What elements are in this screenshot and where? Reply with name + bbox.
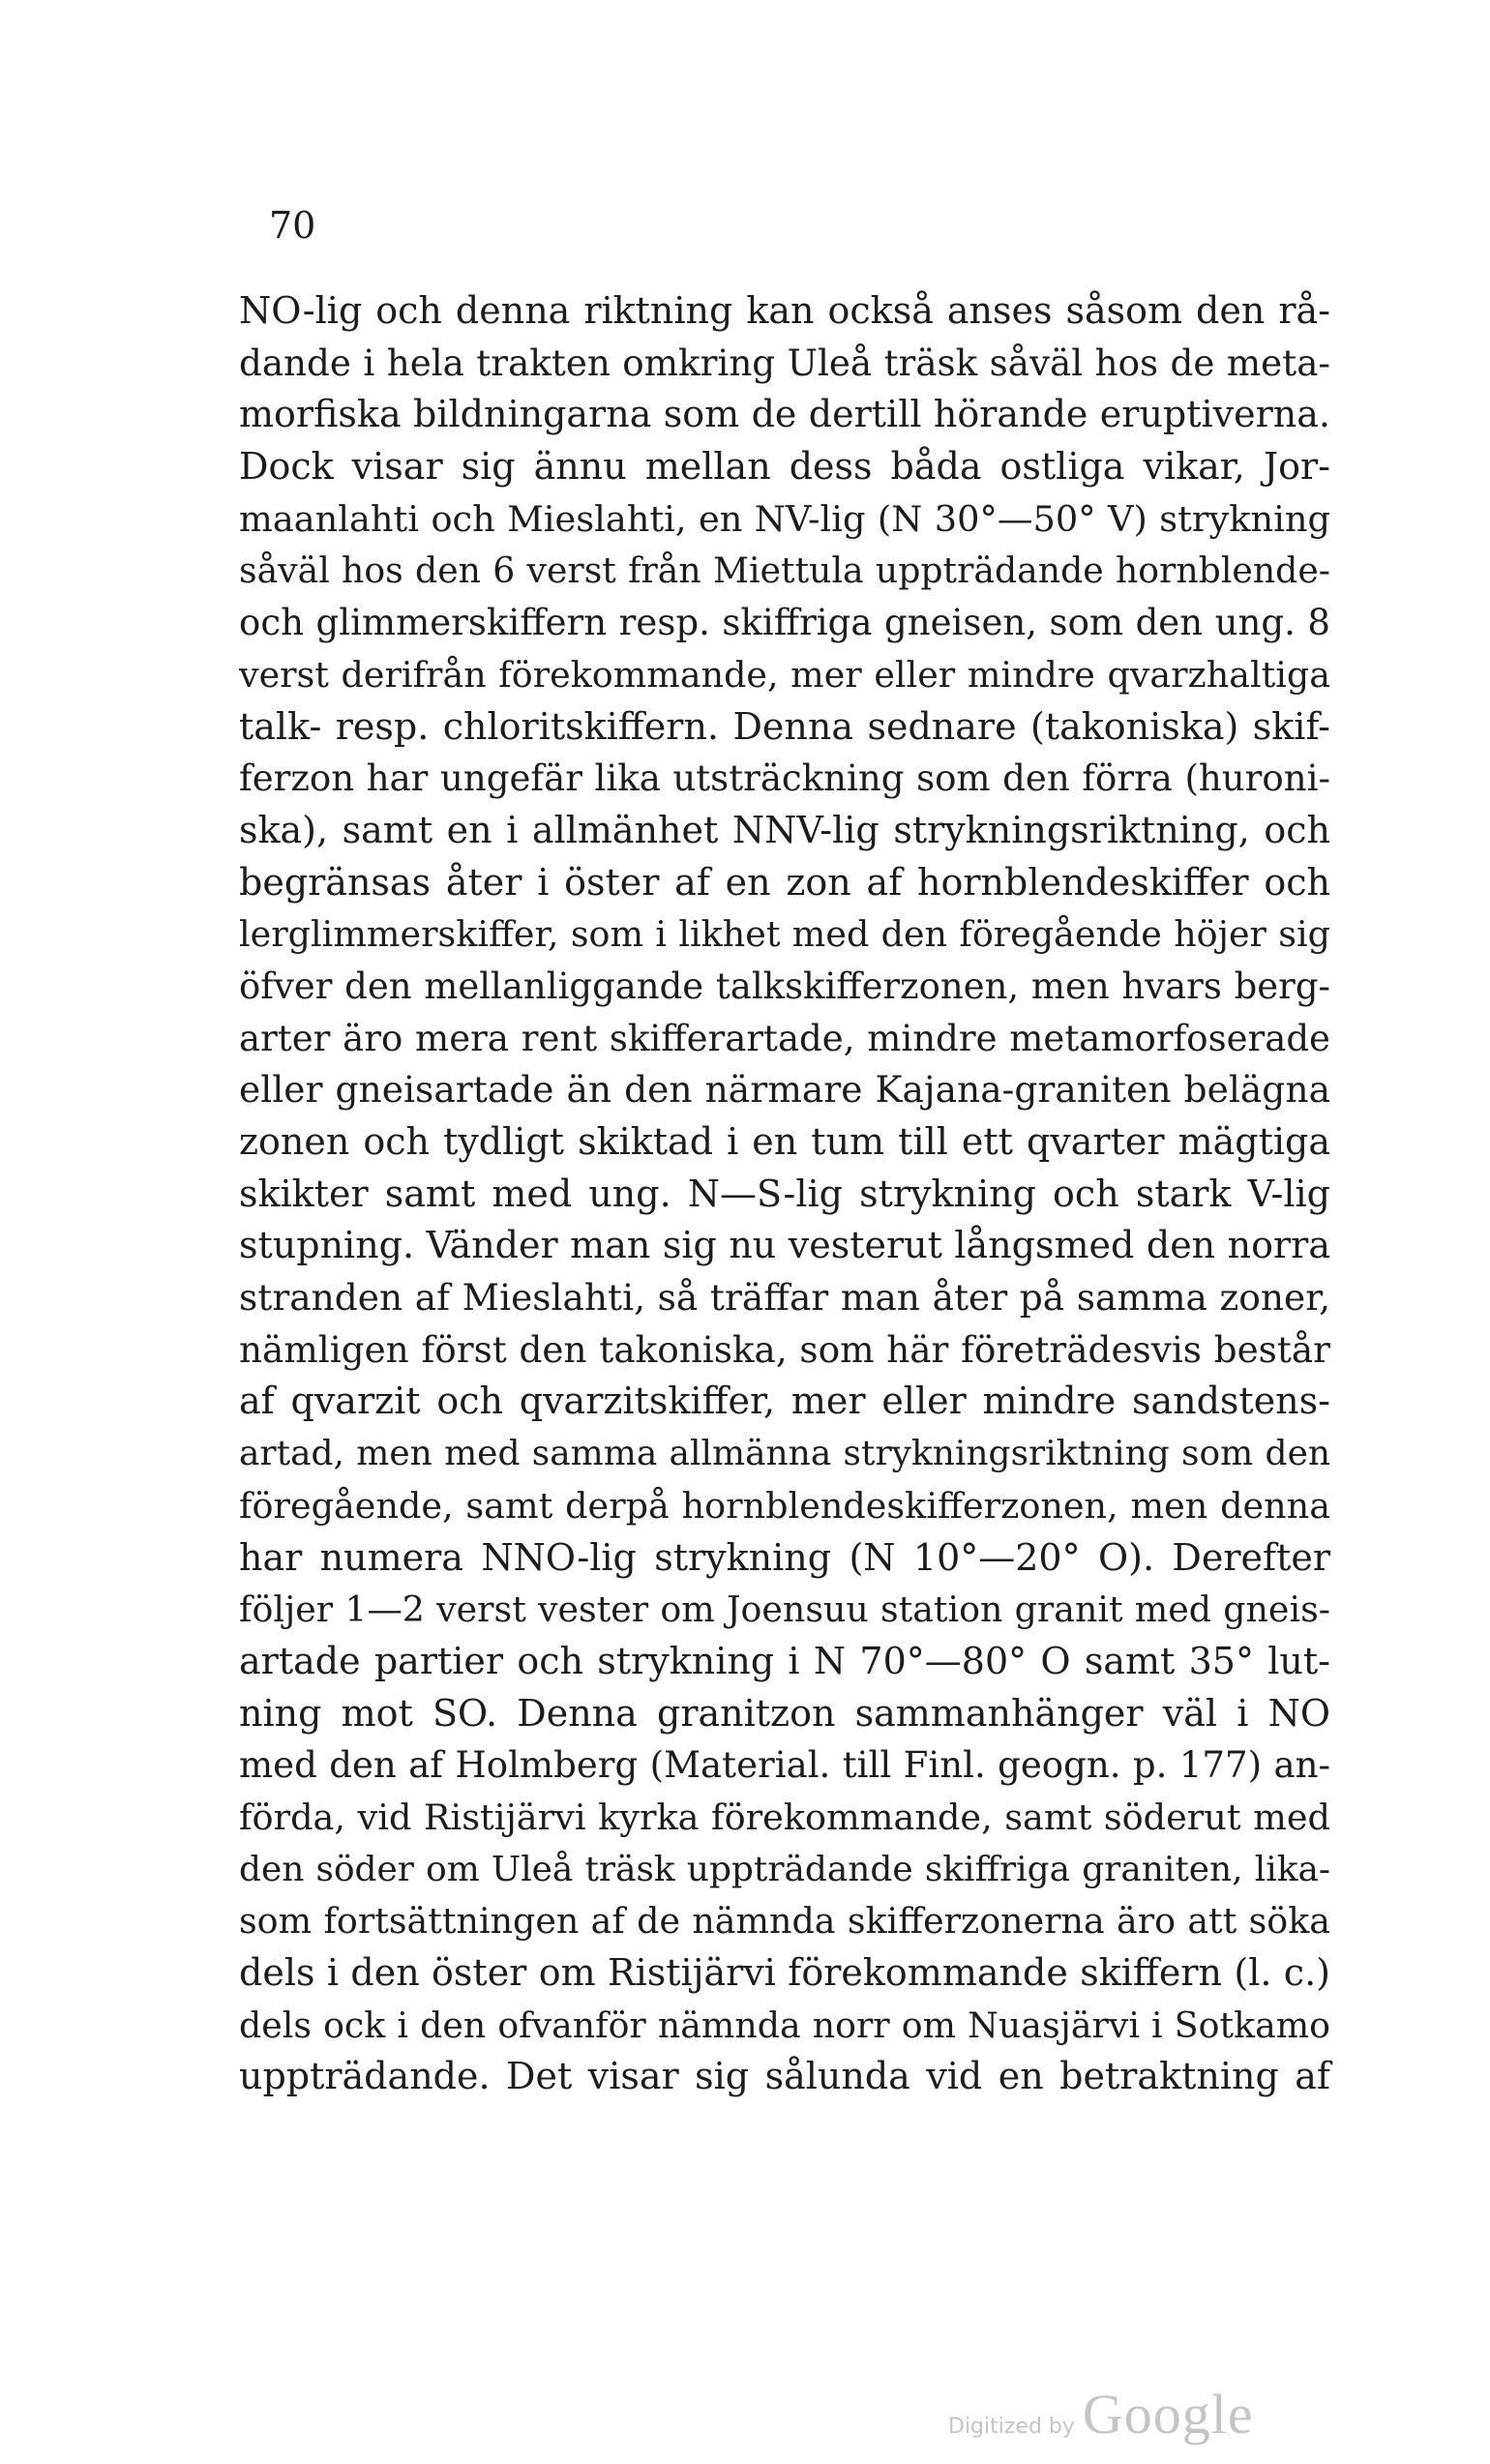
text-line: ning mot SO. Denna granitzon sammanhänger väl i NO	[239, 1691, 1330, 1735]
text-line: verst derifrån förekommande, mer eller mindre qvarzhaltiga	[239, 653, 1330, 696]
page-number: 70	[269, 204, 316, 247]
text-line: morfiska bildningarna som de dertill hörande eruptiverna.	[239, 393, 1330, 436]
body-text	[239, 285, 1330, 2103]
text-line: uppträdande. Det visar sig sålunda vid en betraktning af	[239, 2055, 1330, 2098]
text-line: dande i hela trakten omkring Uleå träsk såväl hos de meta-	[239, 341, 1330, 384]
text-line: stranden af Mieslahti, så träffar man åter på samma zoner,	[239, 1276, 1330, 1320]
text-line: följer 1—2 verst vester om Joensuu station granit med gneis-	[239, 1588, 1330, 1631]
text-line: artad, men med samma allmänna strykningsriktning som den	[239, 1434, 1330, 1474]
text-line: nämligen först den takoniska, som här företrädesvis består	[239, 1327, 1330, 1371]
text-line: artade partier och strykning i N 70°—80° O samt 35° lut-	[239, 1639, 1330, 1682]
text-line: och glimmerskiffern resp. skiffriga gneisen, som den ung. 8	[239, 602, 1330, 644]
text-line: Dock visar sig ännu mellan dess båda ostliga vikar, Jor-	[239, 445, 1330, 489]
text-line: som fortsättningen af de nämnda skifferzonerna äro att söka	[239, 1900, 1330, 1943]
text-line: dels i den öster om Ristijärvi förekommande skiffern (l. c.)	[239, 1951, 1330, 1994]
text-line: förda, vid Ristijärvi kyrka förekommande, samt söderut med	[239, 1796, 1330, 1838]
text-line: af qvarzit och qvarzitskiffer, mer eller mindre sandstens-	[239, 1380, 1330, 1423]
text-line: maanlahti och Mieslahti, en NV-lig (N 30°—50° V) strykning	[239, 497, 1330, 540]
text-line: stupning. Vänder man sig nu vesterut långsmed den norra	[239, 1224, 1330, 1267]
text-line: föregående, samt derpå hornblendeskifferzonen, men denna	[239, 1484, 1330, 1527]
text-line: lerglimmerskiffer, som i likhet med den föregående höjer sig	[239, 913, 1330, 956]
text-line: dels ock i den ofvanför nämnda norr om Nuasjärvi i Sotkamo	[239, 2004, 1330, 2046]
text-line: såväl hos den 6 verst från Miettula uppträdande hornblende-	[239, 549, 1330, 592]
text-line: har numera NNO-lig strykning (N 10°—20° O). Derefter	[239, 1535, 1330, 1579]
text-line: begränsas åter i öster af en zon af hornblendeskiffer och	[239, 860, 1330, 904]
google-logo: Google	[1082, 2383, 1254, 2446]
text-line: ferzon har ungefär lika utsträckning som den förra (huroni-	[239, 757, 1330, 800]
digitized-watermark	[948, 2382, 1254, 2447]
text-line: med den af Holmberg (Material. till Finl. geogn. p. 177) an-	[239, 1744, 1330, 1787]
watermark-prefix: Digitized by	[948, 2415, 1075, 2439]
text-line: skikter samt med ung. N—S-lig strykning och stark V-lig	[239, 1172, 1330, 1215]
text-line: eller gneisartade än den närmare Kajana-graniten belägna	[239, 1068, 1330, 1112]
text-line: den söder om Uleå träsk uppträdande skiffriga graniten, lika-	[239, 1849, 1330, 1889]
text-line: zonen och tydligt skiktad i en tum till ett qvarter mägtiga	[239, 1120, 1330, 1163]
text-line: öfver den mellanliggande talkskifferzonen, men hvars berg-	[239, 965, 1330, 1007]
text-line: arter äro mera rent skifferartade, mindre metamorfoserade	[239, 1017, 1330, 1059]
text-line: ska), samt en i allmänhet NNV-lig strykningsriktning, och	[239, 808, 1330, 851]
text-line: talk- resp. chloritskiffern. Denna sednare (takoniska) skif-	[239, 704, 1330, 748]
text-line: NO-lig och denna riktning kan också anses såsom den rå-	[239, 289, 1330, 332]
